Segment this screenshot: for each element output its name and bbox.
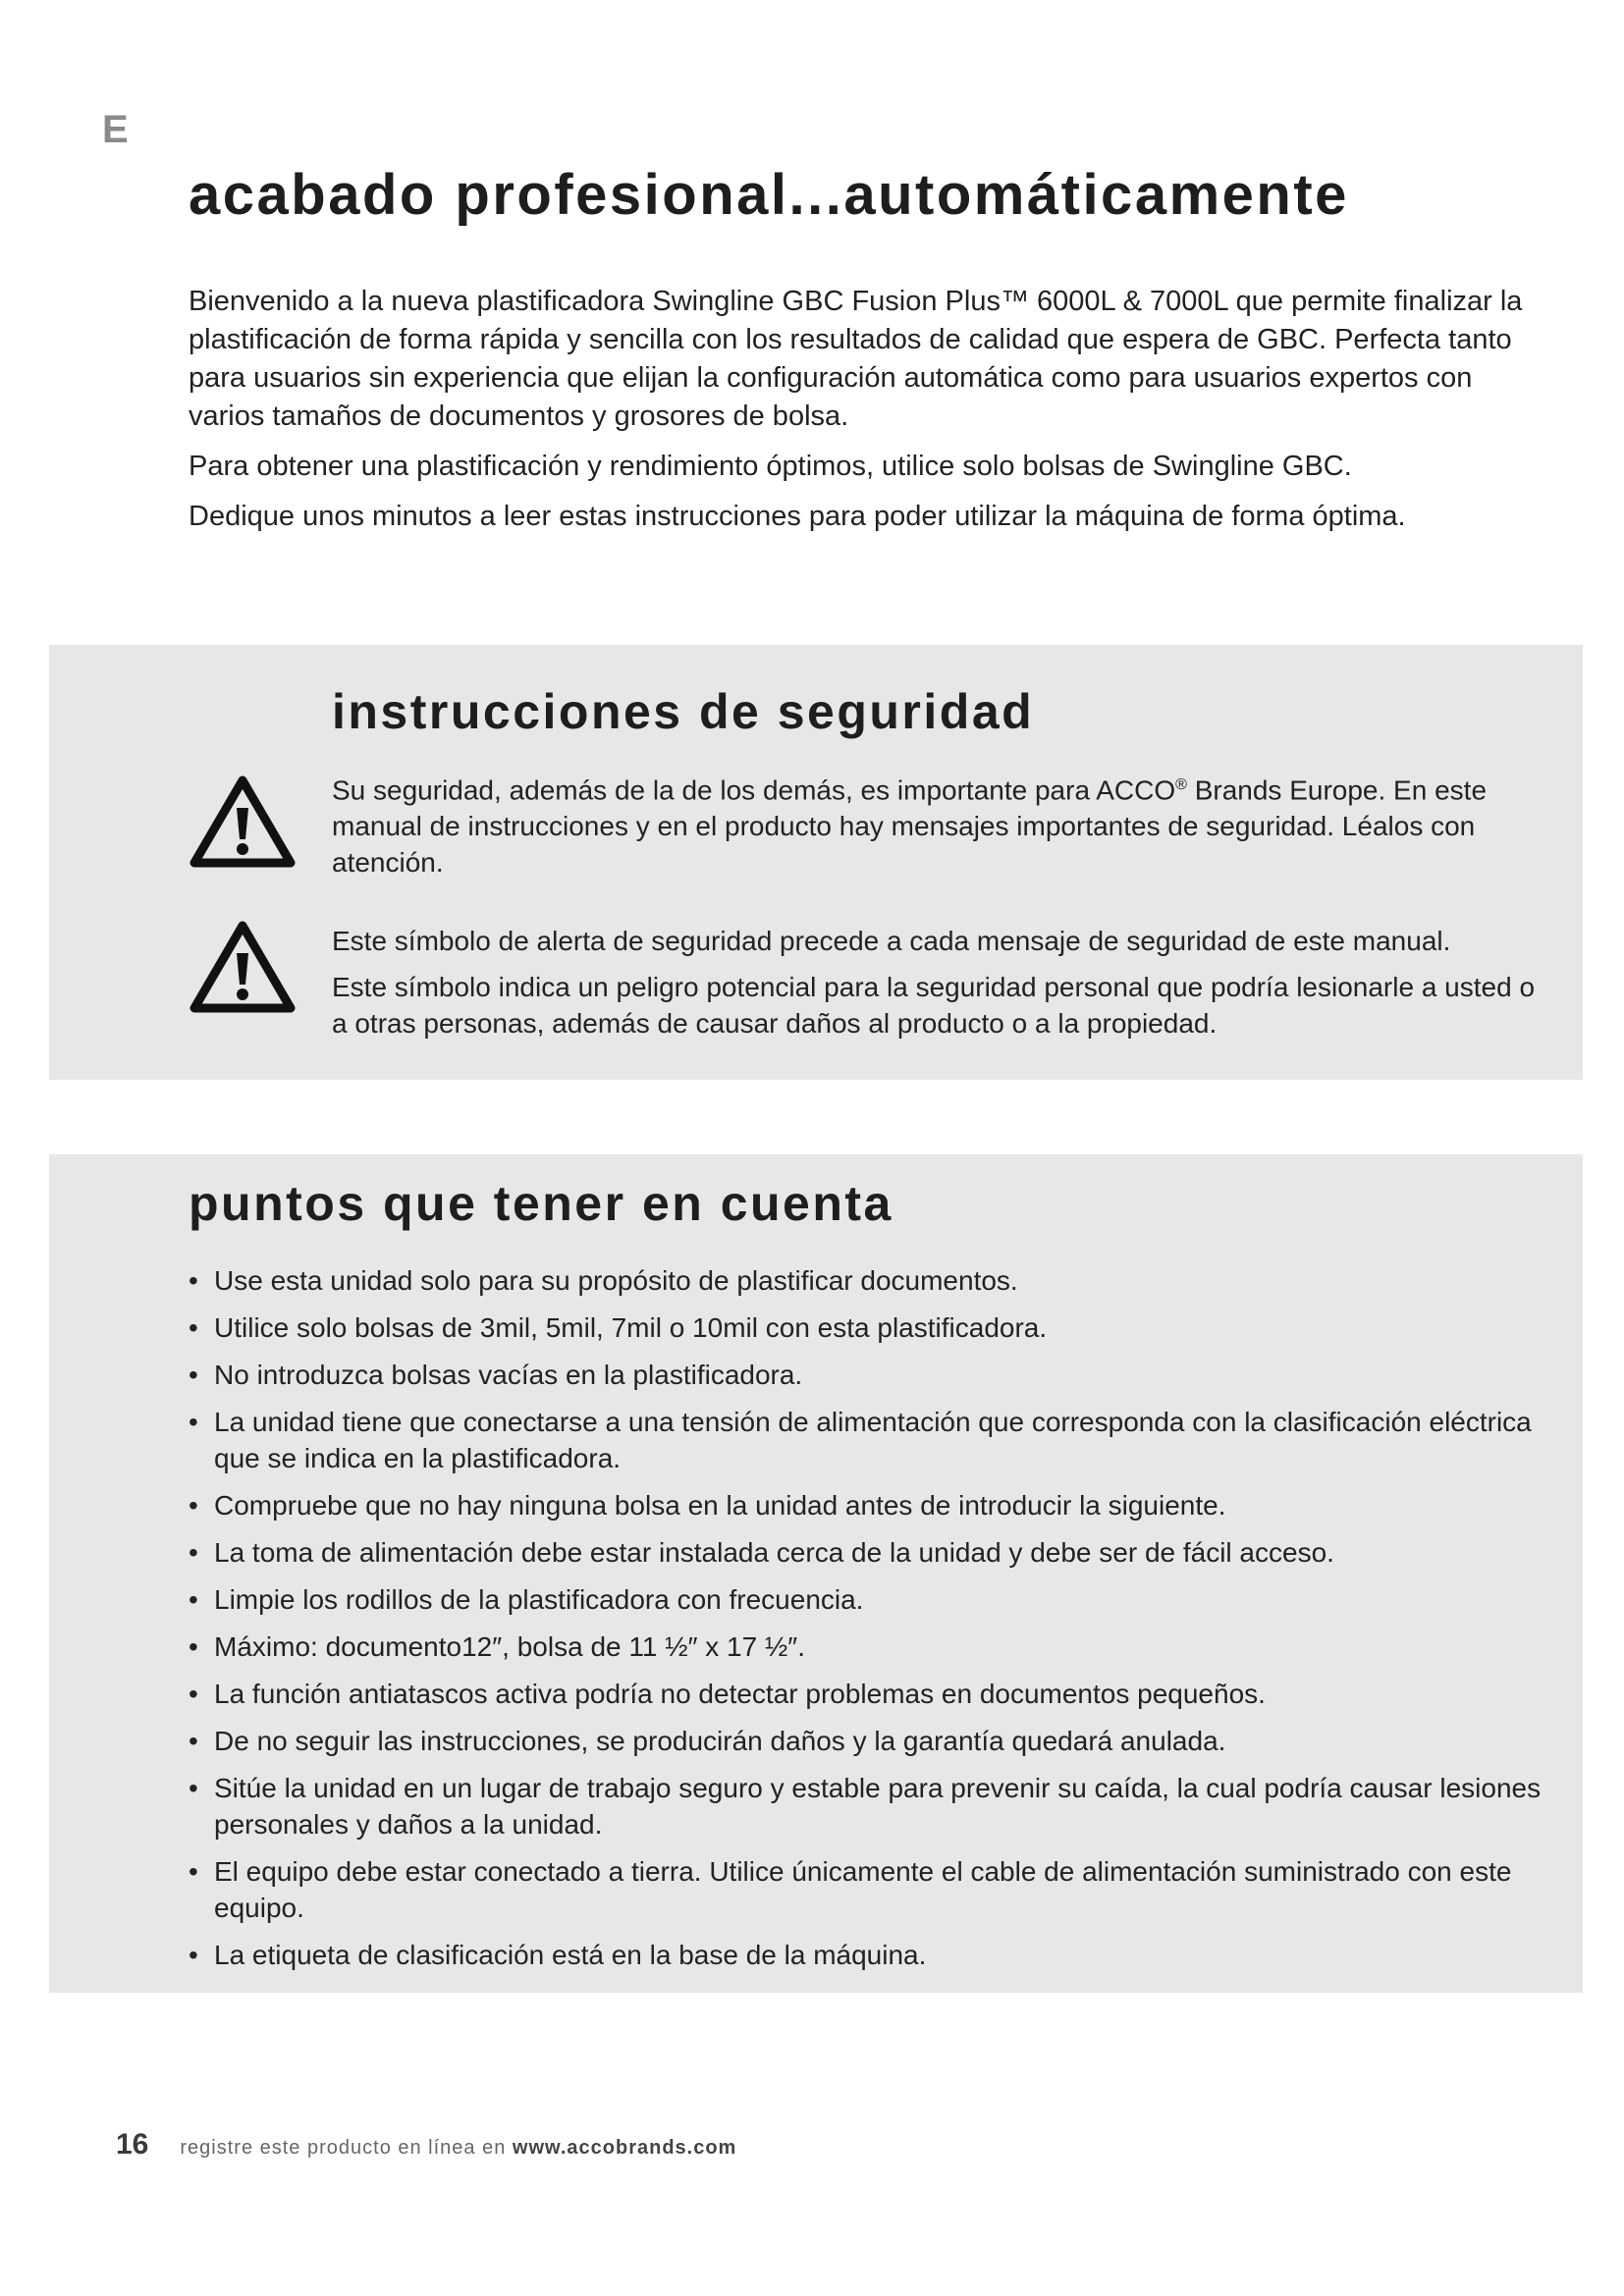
- safety-message-2-line-2: Este símbolo indica un peligro potencial para la seguridad personal que podría lesionarle a usted o a otras personas, además de causar daños al producto o a la propiedad.: [332, 972, 1536, 1039]
- safety-message-1-text: [332, 767, 1549, 881]
- list-item: • Use esta unidad solo para su propósito de plastificar documentos.: [189, 1262, 1563, 1299]
- list-item: • La unidad tiene que conectarse a una tensión de alimentación que corresponda con la clasificación eléctrica que se indica en la plastificadora.: [189, 1404, 1563, 1476]
- list-item: • La toma de alimentación debe estar instalada cerca de la unidad y debe ser de fácil acceso.: [189, 1534, 1563, 1571]
- points-list: [189, 1262, 1563, 1984]
- list-item: • De no seguir las instrucciones, se producirán daños y la garantía quedará anulada.: [189, 1723, 1563, 1759]
- language-tag: E: [102, 108, 129, 151]
- safety-panel: [49, 645, 1583, 1080]
- page-title: acabado profesional...automáticamente: [189, 163, 1349, 227]
- list-item: • La etiqueta de clasificación está en la base de la máquina.: [189, 1937, 1563, 1973]
- points-panel: [49, 1154, 1583, 1993]
- list-item: • La función antiatascos activa podría no detectar problemas en documentos pequeños.: [189, 1676, 1563, 1712]
- intro-paragraph-1: Bienvenido a la nueva plastificadora Swingline GBC Fusion Plus™ 6000L & 7000L que permite finalizar la plastificación de forma rápida y sencilla con los resultados de calidad que espera de GBC. Perfecta tanto para usuarios sin experiencia que elijan la configuración automática como para usuarios expertos con varios tamaños de documentos y grosores de bolsa.: [189, 286, 1523, 432]
- list-item: • Sitúe la unidad en un lugar de trabajo seguro y estable para prevenir su caída, la cual podría causar lesiones personales y daños a la unidad.: [189, 1770, 1563, 1842]
- intro-section: [189, 283, 1524, 548]
- footer-text: registre este producto en línea en: [180, 2137, 513, 2159]
- intro-paragraph-2: Para obtener una plastificación y rendimiento óptimos, utilice solo bolsas de Swingline GBC.: [189, 451, 1352, 482]
- page-footer: [116, 2128, 736, 2162]
- safety-message-1-end: Brands Europe. En este manual de instrucciones y en el producto hay mensajes importantes de seguridad. Léalos con atención.: [332, 774, 1488, 879]
- warning-triangle-icon: [189, 920, 297, 1014]
- list-item: • Limpie los rodillos de la plastificadora con frecuencia.: [189, 1581, 1563, 1618]
- registered-mark: ®: [1175, 776, 1187, 793]
- page-number: 16: [116, 2128, 149, 2161]
- list-item: • No introduzca bolsas vacías en la plastificadora.: [189, 1357, 1563, 1393]
- safety-message-2: [332, 923, 1549, 1041]
- list-item: • Máximo: documento12″, bolsa de 11 ½″ x 17 ½″.: [189, 1629, 1563, 1665]
- list-item: • Utilice solo bolsas de 3mil, 5mil, 7mil o 10mil con esta plastificadora.: [189, 1309, 1563, 1346]
- list-item: • El equipo debe estar conectado a tierra. Utilice únicamente el cable de alimentación suministrado con este equipo.: [189, 1853, 1563, 1926]
- safety-message-1: [332, 767, 1549, 881]
- safety-message-1-start: Su seguridad, además de la de los demás, es importante para ACCO: [332, 774, 1176, 806]
- footer-website-link[interactable]: www.accobrands.com: [512, 2137, 737, 2159]
- intro-paragraph-3: Dedique unos minutos a leer estas instrucciones para poder utilizar la máquina de forma óptima.: [189, 501, 1406, 532]
- safety-message-2-line-1: Este símbolo de alerta de seguridad precede a cada mensaje de seguridad de este manual.: [332, 926, 1451, 956]
- warning-triangle-icon: [189, 774, 297, 869]
- safety-title: instrucciones de seguridad: [332, 684, 1035, 739]
- list-item: • Compruebe que no hay ninguna bolsa en la unidad antes de introducir la siguiente.: [189, 1487, 1563, 1523]
- points-title: puntos que tener en cuenta: [189, 1176, 893, 1231]
